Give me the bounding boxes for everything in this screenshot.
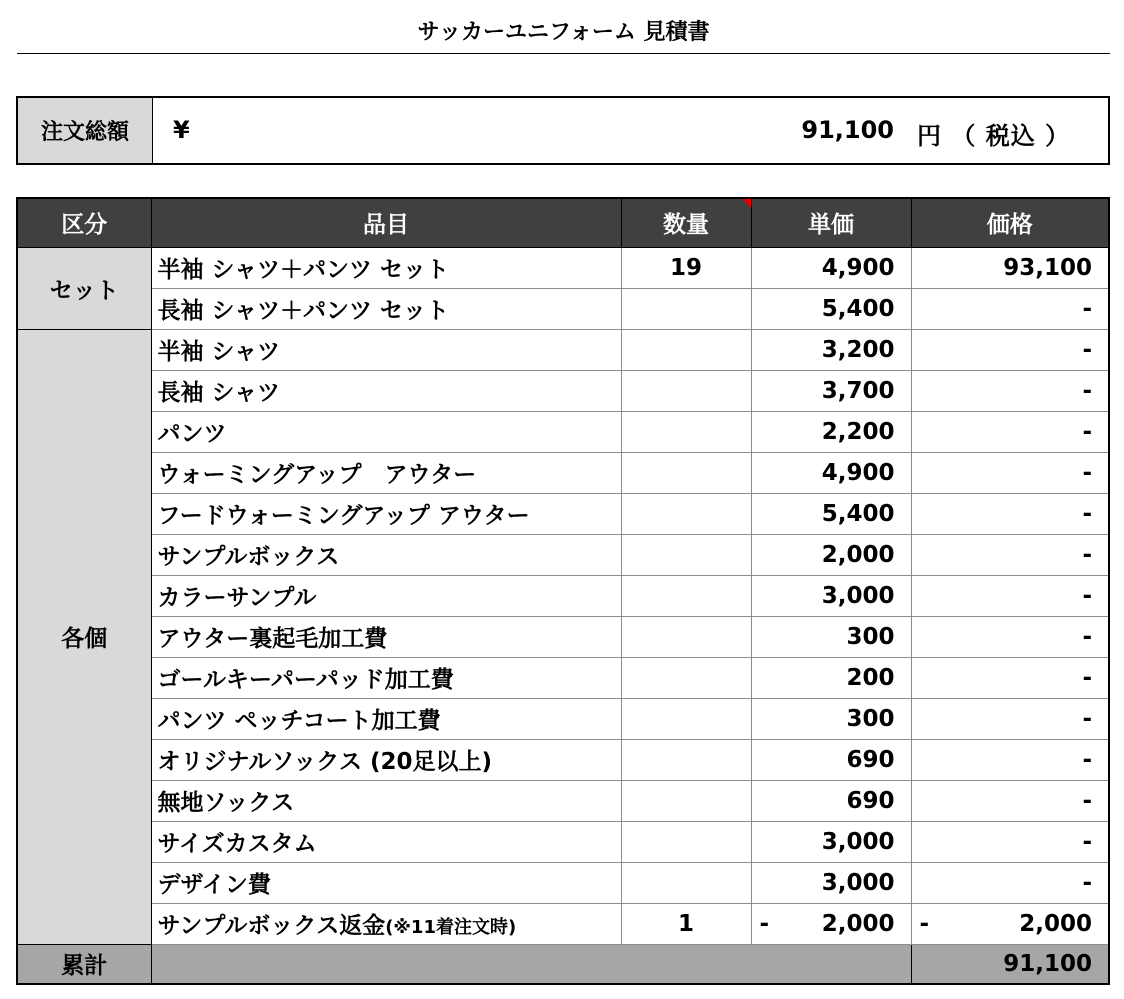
quantity-cell[interactable] <box>621 288 751 329</box>
sum-total-cell: 91,100 <box>911 944 1109 984</box>
line-total-cell[interactable]: - <box>911 452 1109 493</box>
line-total-cell[interactable]: - <box>911 739 1109 780</box>
group-set: セット <box>17 247 151 329</box>
refund-line-total-cell[interactable] <box>911 903 1109 944</box>
header-quantity: 数量 <box>621 198 751 247</box>
sum-row <box>17 944 1109 984</box>
line-total-cell[interactable]: - <box>911 288 1109 329</box>
quantity-cell[interactable] <box>621 329 751 370</box>
item-name-cell[interactable]: 半袖 シャツ <box>151 329 621 370</box>
quantity-cell[interactable] <box>621 780 751 821</box>
table-row <box>17 247 1109 288</box>
table-row <box>17 739 1109 780</box>
item-name-cell[interactable]: サンプルボックス <box>151 534 621 575</box>
table-row <box>17 616 1109 657</box>
line-total-cell[interactable]: - <box>911 698 1109 739</box>
unit-price-cell[interactable]: 3,200 <box>751 329 911 370</box>
item-name-cell[interactable]: カラーサンプル <box>151 575 621 616</box>
quantity-cell[interactable] <box>621 370 751 411</box>
quantity-cell[interactable] <box>621 862 751 903</box>
unit-price-cell[interactable]: 5,400 <box>751 288 911 329</box>
comment-indicator-icon[interactable] <box>742 199 751 208</box>
refund-item-note: (※11着注文時) <box>385 917 517 938</box>
item-name-cell[interactable]: 長袖 シャツ <box>151 370 621 411</box>
item-name-cell[interactable]: デザイン費 <box>151 862 621 903</box>
quantity-cell[interactable] <box>621 657 751 698</box>
unit-price-cell[interactable]: 5,400 <box>751 493 911 534</box>
unit-price-cell[interactable]: 300 <box>751 616 911 657</box>
item-name-cell[interactable]: 無地ソックス <box>151 780 621 821</box>
item-name-cell[interactable]: アウター裏起毛加工費 <box>151 616 621 657</box>
unit-price-cell[interactable]: 3,000 <box>751 862 911 903</box>
document-title: サッカーユニフォーム 見積書 <box>17 14 1110 54</box>
unit-price-cell[interactable]: 3,000 <box>751 821 911 862</box>
quantity-cell[interactable] <box>621 739 751 780</box>
header-category: 区分 <box>17 198 151 247</box>
table-row <box>17 534 1109 575</box>
quantity-cell[interactable] <box>621 493 751 534</box>
yen-symbol: ¥ <box>173 116 190 144</box>
unit-price-cell[interactable]: 4,900 <box>751 247 911 288</box>
item-name-cell[interactable]: 半袖 シャツ＋パンツ セット <box>151 247 621 288</box>
item-name-cell[interactable]: パンツ ペッチコート加工費 <box>151 698 621 739</box>
table-row <box>17 411 1109 452</box>
refund-price-value: 2,000 <box>821 910 895 937</box>
unit-price-cell[interactable]: 3,700 <box>751 370 911 411</box>
line-total-cell[interactable]: - <box>911 780 1109 821</box>
order-total-value-cell <box>153 98 1108 163</box>
table-row <box>17 698 1109 739</box>
quantity-cell[interactable] <box>621 452 751 493</box>
header-item: 品目 <box>151 198 621 247</box>
line-total-cell[interactable]: - <box>911 411 1109 452</box>
sum-blank-cell <box>151 944 911 984</box>
quantity-cell[interactable] <box>621 575 751 616</box>
item-name-cell[interactable]: ウォーミングアップ アウター <box>151 452 621 493</box>
line-total-cell[interactable]: 93,100 <box>911 247 1109 288</box>
table-row <box>17 903 1109 944</box>
refund-quantity-cell[interactable]: 1 <box>621 903 751 944</box>
quantity-cell[interactable]: 19 <box>621 247 751 288</box>
table-header-row <box>17 198 1109 247</box>
table-row <box>17 862 1109 903</box>
refund-item-label: サンプルボックス返金 <box>157 913 386 939</box>
refund-total-sign: - <box>919 910 930 937</box>
unit-price-cell[interactable]: 300 <box>751 698 911 739</box>
table-row <box>17 493 1109 534</box>
line-total-cell[interactable]: - <box>911 862 1109 903</box>
table-row <box>17 329 1109 370</box>
line-total-cell[interactable]: - <box>911 534 1109 575</box>
unit-price-cell[interactable]: 2,200 <box>751 411 911 452</box>
unit-price-cell[interactable]: 2,000 <box>751 534 911 575</box>
header-price: 価格 <box>911 198 1109 247</box>
item-name-cell[interactable]: フードウォーミングアップ アウター <box>151 493 621 534</box>
order-total-suffix: 円 （ 税込 ） <box>917 122 1071 150</box>
line-total-cell[interactable]: - <box>911 821 1109 862</box>
table-row <box>17 288 1109 329</box>
table-row <box>17 821 1109 862</box>
item-name-cell[interactable]: パンツ <box>151 411 621 452</box>
quantity-cell[interactable] <box>621 411 751 452</box>
quantity-cell[interactable] <box>621 534 751 575</box>
quantity-cell[interactable] <box>621 821 751 862</box>
refund-item-cell[interactable] <box>151 903 621 944</box>
header-unit-price: 単価 <box>751 198 911 247</box>
quantity-cell[interactable] <box>621 616 751 657</box>
table-row <box>17 657 1109 698</box>
line-total-cell[interactable]: - <box>911 329 1109 370</box>
refund-unit-price-cell[interactable] <box>751 903 911 944</box>
order-total-amount: 91,100 <box>801 116 894 144</box>
item-name-cell[interactable]: オリジナルソックス (20足以上) <box>151 739 621 780</box>
refund-price-sign: - <box>759 910 770 937</box>
line-total-cell[interactable]: - <box>911 616 1109 657</box>
unit-price-cell[interactable]: 690 <box>751 780 911 821</box>
table-row <box>17 452 1109 493</box>
order-total-label: 注文総額 <box>18 98 153 163</box>
unit-price-cell[interactable]: 690 <box>751 739 911 780</box>
line-total-cell[interactable]: - <box>911 370 1109 411</box>
table-row <box>17 780 1109 821</box>
item-name-cell[interactable]: ゴールキーパーパッド加工費 <box>151 657 621 698</box>
group-individual: 各個 <box>17 329 151 944</box>
unit-price-cell[interactable]: 4,900 <box>751 452 911 493</box>
line-total-cell[interactable]: - <box>911 657 1109 698</box>
table-row <box>17 370 1109 411</box>
order-total-box <box>16 96 1110 165</box>
quantity-cell[interactable] <box>621 698 751 739</box>
unit-price-cell[interactable]: 200 <box>751 657 911 698</box>
item-name-cell[interactable]: サイズカスタム <box>151 821 621 862</box>
sum-label: 累計 <box>17 944 151 984</box>
item-name-cell[interactable]: 長袖 シャツ＋パンツ セット <box>151 288 621 329</box>
table-row <box>17 575 1109 616</box>
unit-price-cell[interactable]: 3,000 <box>751 575 911 616</box>
estimate-table <box>16 197 1110 985</box>
line-total-cell[interactable]: - <box>911 493 1109 534</box>
refund-total-value: 2,000 <box>1019 910 1092 937</box>
line-total-cell[interactable]: - <box>911 575 1109 616</box>
